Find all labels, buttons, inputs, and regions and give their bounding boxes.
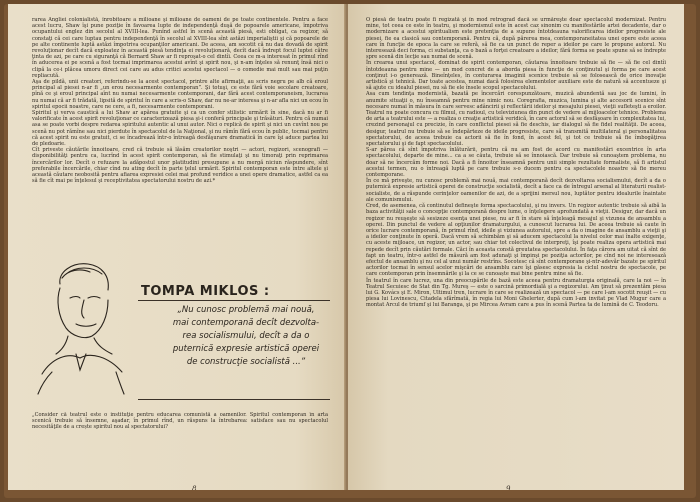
left-page-bottom-text: „Consider că teatrul este o instituţie pentru educarea comunistă a oamenilor. Spiritul contemporan în arta scenică trebuie să însemne, aşadar, în primul rînd, un răspuns la întrebarea: satisface sau nu spectacolul necesităţile de a crește spiritul nou al spectatorului?	[32, 412, 328, 431]
left-page	[8, 4, 346, 490]
quote-heading: TOMPA MIKLOS :	[141, 284, 270, 299]
quote-bottom-rule	[138, 399, 330, 400]
quote-top-rule	[138, 300, 330, 301]
right-page-number: 9	[506, 485, 511, 490]
left-page-body-text: rarea Angliei colonialistă, înrobitoare a milioane şi milioane de oameni de pe toate continentele. Pentru a face acest lucru, Shaw îşi pune poziţie în favoarea lupte de independenţă duşă de popoarele americane, împotriva ocupantului englez din secolul al XVIII-lea. Punînd astfel în scenă această piesă, esti obligat, ca regizor, să constaţi că cei care luptau pentru independenţă în secolul al XVIII-lea sînt astăzi imperialiştii şi că popoarele de pe alte continente luptă astăzi împotriva ocupanţilor americani. De aceea, am socotit că nu dau dovadă de spirit revoluţionar decît dacă exploatez în această piesă tendinţa ei revoluţionară, decît dacă îndrept focul luptei către ţinta de azi, pe care cu siguranţă că Bernard Shaw ar fi reproşat-o cel dintîi. Ceea ce m-a interesat în primul rînd în aducerea ei pe scenă a fost tocmai imprimarea acestui avînt şi spirit nou, şi n-am înţeles să renunţ însă nici o clipă la ce-i plăcea umoru direct cei care au adus critici acestui spectacol — o comedie mai mult sau mai puţin repliacută. Aşa de pildă, unii creatori, referindu-se la acest spectacol, printre alte afirmaţii, au scris negru pe alb că eroul principal al piesei n-ar fi „un erou necesarmente contemporan”. Şi totuşi, ce este fără voie secolare creatoare, pînă ce şi eroul principal aînt nu numai necesarmente contemporani, dar fără acest contemporaneism, lucrarea nu numai că ar fi trădată, lipsită de spiritul în care a scris-o Shaw, dar nu ne-ar interesa şi n-ar afla nici un ecou în spiritul epocii noastre, care ne cere, a fi, necesarmente contemporani. Spiritul şi verva caustică a lui Shaw ar apărea gratuite şi ca un confer stilistic urmărit în sine, dacă nu ar fi valorificate în acest spirit revoluţionar ce caracterizează piesa şi-i conferă principale şi trăsături. Pentru că numai asa se poate vorbi despre redarea spiritului autentic al unui autor. Nici o replică de spirit şi nici un cuvînt nou pe scenă nu pot rămîne sau nici pierdute în spectacolul de la Naţional, şi nu rămîn fără ecou în public, tocmai pentru că acest spirit nu este gratuit, ci se încadrează într-o întreagă desfăşurare dramatică în care îşi aduce partea lui de pledoarie. Cît priveste căutările înnoitoare, cred că trebuie să lăsăm creatorilor noştri — actori, regizori, scenografi — disponibilităţi pentru ca, lucrînd în acest spirit contemporan, să fie stimulaţi şi nu timoraţi prin reprimarea încercărilor lor. Decît o refuzare la adăpostul unor platitudini presupune a nu mergă niciun răspundere, sînt preferabile încercările, chiar cînd nu ating decît în parte ţelul urmărit. Spiritul contemporan este între altele şi această căutare neobosită pentru afiarea expresiei celei mai profund veridice a unei opere dramatice, astfel ca ea să fie cît mai pe înţelesul şi receptivitatea spectatorului nostru de azi.*	[32, 17, 328, 185]
quote-text: „Nu cunosc problemă mai nouă, mai contemporană decît dezvolta- rea socialismului, decît a da o puternică expresie artistică operei de construcţie socialistă ...”	[172, 305, 320, 367]
left-page-number: 8	[192, 485, 197, 490]
portrait-sketch	[32, 254, 130, 404]
right-page	[348, 4, 684, 490]
right-page-body-text: O piesă de teatru poate fi regizată şi în mod retrograd dacă se urmăreşte doar spectacolul modernizat. Pentru mine, tot ceea ce este în teatru, şi modernismul este în acest caz sinonim cu manifestările artei decadente, dar o modernizare a acestui spiritualism este pretenţia de a supune întotdeauna valorificarea ideilor progresiste ale piesei, fie ea clasică sau contemporană. Pentru că, după părerea mea, contemporaneitatea unei opere este aceea care în funcţie de epoca la care se referă, să fie ca un punct de reper a ideilor pe care le propune autorul. Nu interesează deci forma, ci substanţa, ca o bază a forţei creatoare a ideilor, fără forma se poate spune să se îndrepte spre scenă din lecţie sau numai de scenă. În crearea unui spectacol, dominat de spirit contemporan, căutarea înnoitoare trebuie să fie — să fie cel dintîi întotdeauna pentru mine — un mod concret de a aborda piesa în funcţie de conţinutul şi forma pe care acest conţinut i-o generează. Bineînţeles, în conturarea imaginii scenice trebuie să se folosească de orice inovaţie artistică şi tehnică. Dar toate acestea, numai dacă folosirea elementelor auxiliare este de natură să accentueze şi să ajute cu idealul piesei, nu să fie ele însele scopul spectacolului. Asa cum tendinţa modernistă, bazată pe încercări corespunzătoare, muzică abundentă sau joc de lumini, în anumite situaţii o, nu înseamnă pentru mine nimic nou. Coregrafia, muzica, lumina şi alte accesorii scenice sînt necesare numai în măsura în care servesc adâncirii şi reflectării ideilor şi mesajului piesei, vieţii sufleteşti a eroilor. Teatrul nu poate concura cu filmul, cu radioul, cu televiziunea din punct de vedere al mijloacelor tehnice. Problema de arta a teatrului este — a realiza o creaţie artistică veridică, în care actorul să se desfăşoare în complexitatea lui, crezind personajul cu precizie, în care conflictul piesei să fie deschis, iar dialogul să fie fidel realităţii. De aceea, desigur, teatrul nu trebuie să se îndepărteze de ideile progresiste, care să transmită multilateral şi personalitatea spectatorului, de aceea trebuie ca actorii să fie în fond, în acest fel, şi tot ce trebuie să fie îmbogăţirea spectatorului şi de fapt spectacolului. S-ar părea că sînt împotriva înlăturării, pentru că nu am fost de acord cu manifestări excentrice în arta spectacolului, departe de mine... ca a se căuta, trebuie să se înnoiască. Dar trebuie să cunoaştem problema, nu doar să ne încercăm forme noi. Dacă a fi înnoitor înseamnă pentru unii simple rezultate formaliste, să fi artistul acestui termen, nu o întreagă luptă pe care trebuie s-o ducem pentru ca spectacolele noastre să fie mereu contemporane. În ce mă priveşte, nu cunosc problemă mai nouă, mai contemporană decît dezvoltarea socialismului, decît a da o puternică expresie artistică operei de construcţie socialistă, decît a face ca de întregul arsenal al literaturii realist-socialiste, de a răspunde cerinţelor oamenilor de azi, de a sprijini mersul nou, luptător pentru idealurile înaintate ale comunismului. Cred, de asemenea, că continutul defineşte forma spectacolului, şi nu invers. Un regizor autentic trebuie să aibă la baza activităţii sale o concepţie contemporană despre lume, o înţelegere aprofundată a vieţii. Desigur, dar dacă un regizor nu reuşeşte să sesizeze esenţa unei piese, nu ar fi în stare să înţeleagă mesajul şi vizunea de ansamblu a operei. Din punctul de vedere al opţiunilor dramaturgului, a cunoscut lucrarea lui. De aceea trebuie să caute în orice lucrare contemporană, în primul rînd, ideile şi viziunea autorului, spre a da o imagine de ansamblu a vieţii şi a ideilor conţinute în operă. Dacă vrem să schimbăm şi să aducem spectacolul la nivelul celor mai înalte exigenţe, cu aceste mijloace, un regizor, un actor, sau chiar tot colectivul de interpreţi, îşi poate realiza opera artistică mai repede decît prin căutări formale. Căci în aceasta constă greutatea spectacolului. În faţa cărora am uitat că sînt de fapt un teatru, într-o astfel de măsură am fost adunaţi şi împinşi pe poziţia actorilor, pe cînd noi ne interesează efectul de ansamblu şi nu cel al unui număr restrîns. Socotesc că sînt contemporane şi-ntr-adevăr bazate pe spiritul actorilor tocmai în sensul acelor mişcări de ansamblu care îşi găsesc expresia la ciclul nostru de spectacole, pe care contemporan prin însemnările şi la ce se cunoaște mai bine pentru mine să fie. În teatrul în care lucrez, una din preocupările de bază este aceea pentru dramaturgia originală, care la noi — în Teatrul Secuiesc de Stat din Tg. Mureş — este o sarcină primordială şi a regizorului. Am ţinut să prezentăm piesa lui G. Kovács şi E. Miron, Ultimul tren, lucrare în care se realizează un spectacol — pe care l-am socotit reuşit — cu piesa lui Lovinescu, Citadela sfărîmată, în regia lui Moni Ghelerter, după cum l-am invitat pe Vlad Mugur care a montat Arcul de triumf şi lui Baranga, şi pe Mircea Avram care a pus în scenă Partea ta de lumină de C. Teodoru.	[366, 17, 666, 309]
